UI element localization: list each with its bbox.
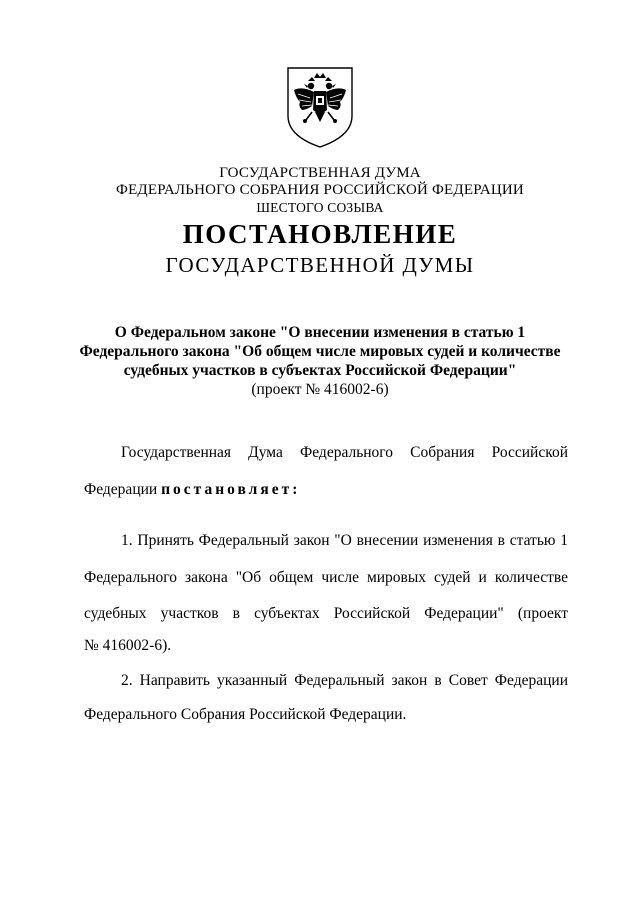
document-subject — [60, 323, 580, 399]
resolves-word: постановляет: — [161, 481, 301, 498]
convocation: ШЕСТОГО СОЗЫВА — [256, 200, 384, 215]
item1-line: № 416002-6). — [84, 637, 172, 654]
institution-name-line1: ГОСУДАРСТВЕННАЯ ДУМА — [219, 165, 421, 181]
institution-name-line2: ФЕДЕРАЛЬНОГО СОБРАНИЯ РОССИЙСКОЙ ФЕДЕРАЦИИ — [116, 182, 524, 198]
item1-line: Федерального закона "Об общем числе мировых судей и количестве — [84, 569, 568, 586]
intro-line: Государственная Дума Федерального Собрания Российской — [121, 444, 568, 461]
item2-line: Федерального Собрания Российской Федерации. — [84, 706, 407, 723]
item2-line: 2. Направить указанный Федеральный закон в Совет Федерации — [121, 672, 568, 689]
subject-line: судебных участков в субъектах Российской Федерации" — [123, 362, 517, 379]
intro-line — [84, 481, 568, 499]
item1-line: 1. Принять Федеральный закон "О внесении изменения в статью 1 — [121, 532, 568, 549]
document-subtitle: ГОСУДАРСТВЕННОЙ ДУМЫ — [165, 253, 475, 277]
document-title: ПОСТАНОВЛЕНИЕ — [182, 219, 458, 249]
subject-line: Федерального закона "Об общем числе мировых судей и количестве — [79, 343, 561, 360]
intro-text: Федерации — [84, 481, 162, 498]
coat-of-arms-icon — [284, 64, 356, 150]
subject-line: О Федеральном законе "О внесении изменения в статью 1 — [114, 324, 526, 341]
bill-number: (проект № 416002-6) — [251, 381, 389, 398]
item1-line: судебных участков в субъектах Российской Федерации" (проект — [84, 605, 568, 622]
